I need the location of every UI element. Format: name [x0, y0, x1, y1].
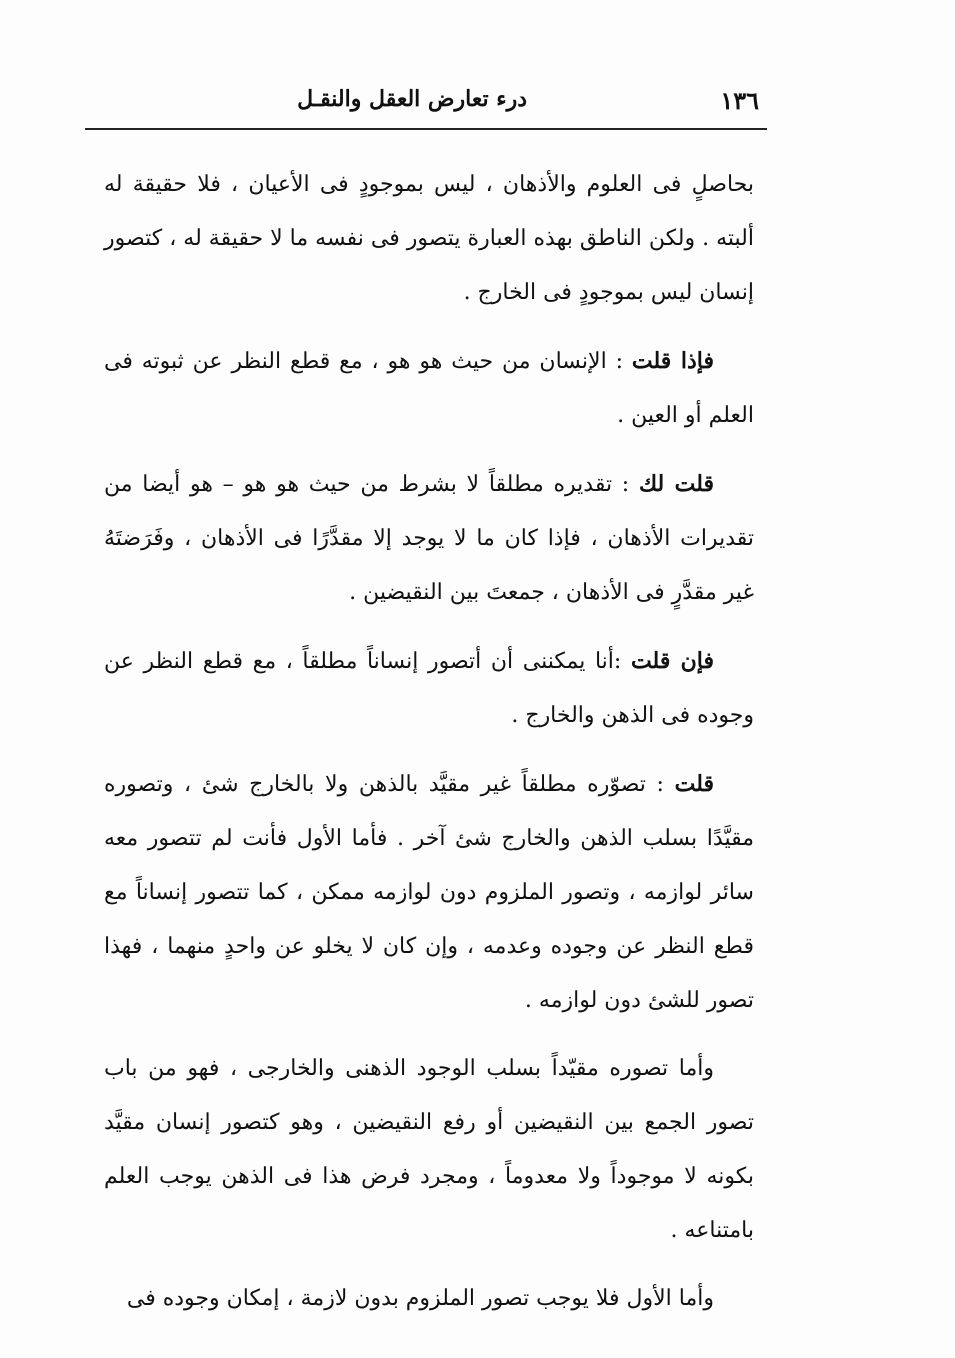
main-text — [104, 158, 754, 1340]
book-title: درء تعارض العقل والنقـل — [297, 86, 527, 112]
running-header — [85, 82, 767, 122]
header-divider — [85, 128, 767, 130]
paragraph-text: بحاصلٍ فى العلوم والأذهان ، ليس بموجودٍ فى الأعيان ، فلا حقيقة له ألبته . ولكن الناطق بهذه العبارة يتصور فى نفسه ما لا حقيقة له ، كتصور إنسان ليس بموجودٍ فى الخارج . — [104, 172, 754, 305]
paragraph-7 — [104, 1272, 754, 1326]
paragraph-text: وأما الأول فلا يوجب تصور الملزوم بدون لازمة ، إمكان وجوده فى — [126, 1286, 714, 1311]
paragraph-text: وأما تصوره مقيّداً بسلب الوجود الذهنى والخارجى ، فهو من باب تصور الجمع بين النقيضين أو رفع النقيضين ، وهو كتصور إنسان مقيَّد بكونه لا موجوداً ولا معدوماً ، ومجرد فرض هذا فى الذهن يوجب العلم بامتناعه . — [104, 1056, 754, 1243]
page-number: ١٣٦ — [720, 86, 759, 115]
paragraph-lead: فإذا قلت — [631, 348, 714, 374]
paragraph-4 — [104, 634, 754, 743]
paragraph-text: : تقديره مطلقاً لا بشرط من حيث هو هو – هو أيضا من تقديرات الأذهان ، فإذا كان ما لا يوجد إلا مقدَّرًا فى الأذهان ، وفَرَضتَهُ غير مقدَّرٍ فى الأذهان ، جمعتَ بين النقيضين . — [104, 472, 754, 605]
paragraph-3 — [104, 457, 754, 620]
paragraph-text: :أنا يمكننى أن أتصور إنساناً مطلقاً ، مع قطع النظر عن وجوده فى الذهن والخارج . — [104, 649, 754, 728]
paragraph-6 — [104, 1042, 754, 1258]
paragraph-text: : تصوّره مطلقاً غير مقيَّد بالذهن ولا بالخارج شئ ، وتصوره مقيَّدًا بسلب الذهن والخارج شئ آخر . فأما الأول فأنت لم تتصور معه سائر لوازمه ، وتصور الملزوم دون لوازمه ممكن ، كما تتصور إنساناً مع قطع النظر عن وجوده وعدمه ، وإن كان لا يخلو عن واحدٍ منهما ، فهذا تصور للشئ دون لوازمه . — [104, 772, 754, 1013]
paragraph-lead: فإن قلت — [630, 648, 715, 674]
paragraph-2 — [104, 334, 754, 443]
paragraph-lead: قلت — [674, 771, 714, 797]
paragraph-lead: قلت لك — [638, 471, 714, 497]
paragraph-1 — [104, 158, 754, 320]
paragraph-text: : الإنسان من حيث هو هو ، مع قطع النظر عن ثبوته فى العلم أو العين . — [104, 349, 754, 428]
paragraph-5 — [104, 757, 754, 1028]
